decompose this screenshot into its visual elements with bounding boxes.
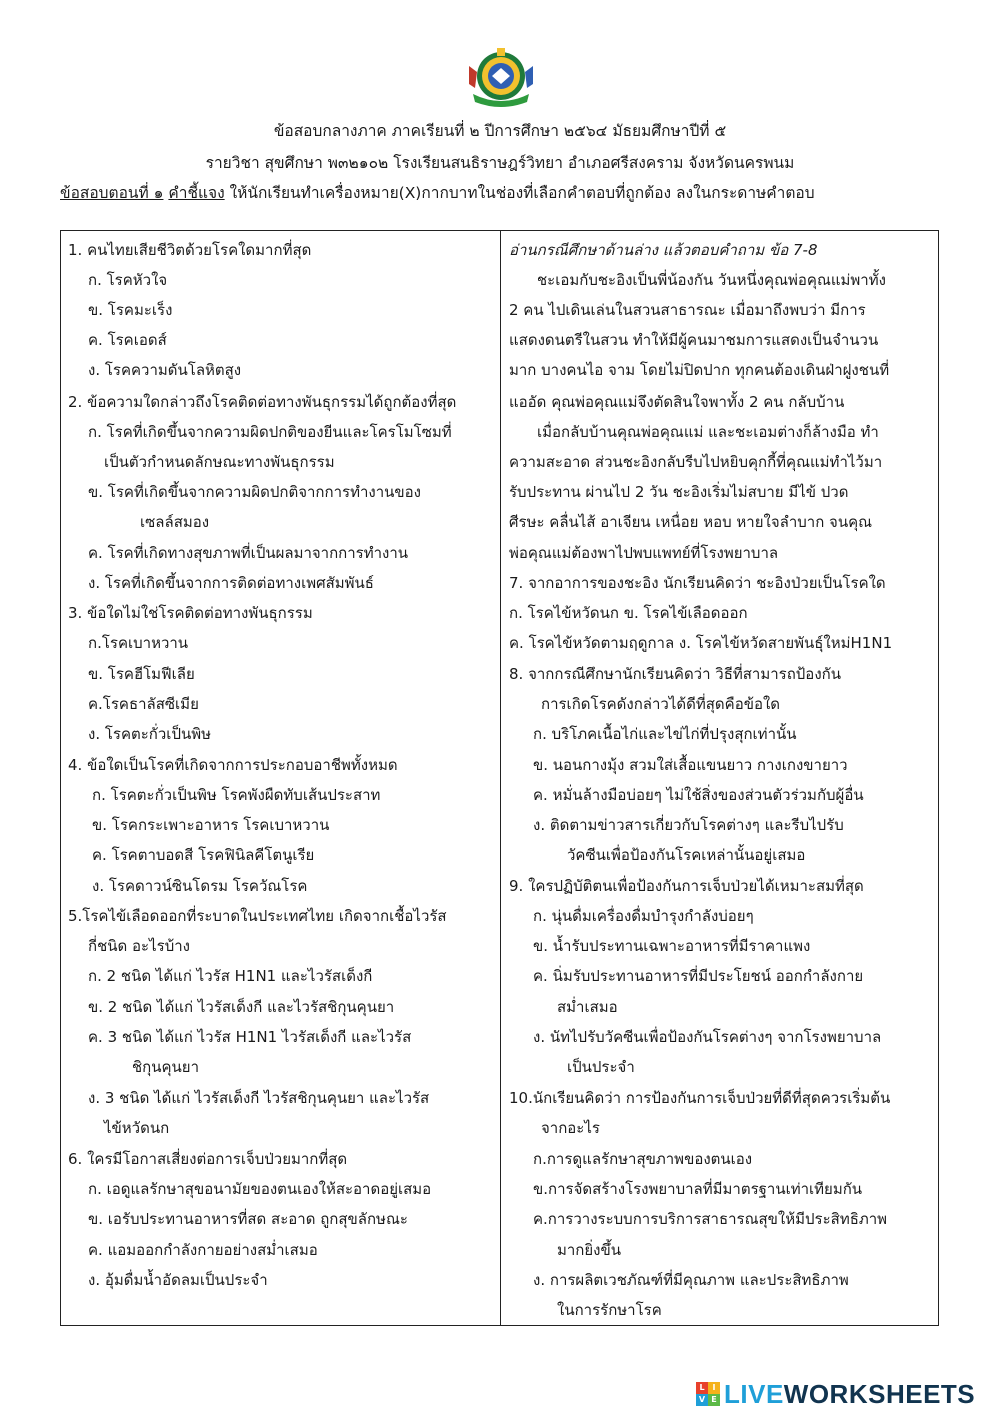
question-6: 6. ใครมีโอกาสเสี่ยงต่อการเจ็บป่วยมากที่สุด [68,1150,348,1168]
answer-option: ง. โรคตะกั่วเป็นพิษ [88,725,211,743]
answer-option: ง. การผลิตเวชภัณฑ์ที่มีคุณภาพ และประสิทธิภาพ [533,1271,849,1289]
answer-option: ข. โรคมะเร็ง [88,301,173,319]
instruction-text: ให้นักเรียนทำเครื่องหมาย(X)กากบาทในช่องที่เลือกคำตอบที่ถูกต้อง ลงในกระดาษคำตอบ [224,184,815,202]
liveworksheets-logo-icon [696,1382,720,1406]
answer-continuation: เป็นตัวกำหนดลักษณะทางพันธุกรรม [104,453,335,471]
answer-continuation: ชิกุนคุนยา [132,1058,200,1076]
answer-option: ค. หมั่นล้างมือบ่อยๆ ไม่ใช้สิ่งของส่วนตัวร่วมกับผู้อื่น [533,786,864,804]
answer-option: ค. นิ่มรับประทานอาหารที่มีประโยชน์ ออกกำลังกาย [533,967,864,985]
answer-option: ง. โรคที่เกิดขึ้นจากการติดต่อทางเพศสัมพันธ์ [88,574,374,592]
answer-continuation: ในการรักษาโรค [557,1301,662,1319]
exam-subject-line: รายวิชา สุขศึกษา พ๓๒๑๐๒ โรงเรียนสนธิราษฎร์วิทยา อำเภอศรีสงคราม จังหวัดนครพนม [205,154,795,172]
answer-continuation: วัคซีนเพื่อป้องกันโรคเหล่านั้นอยู่เสมอ [567,846,806,864]
instruction-label: คำชี้แจง [168,184,225,202]
answer-option: ก. 2 ชนิด ได้แก่ ไวรัส H1N1 และไวรัสเด็งกี [88,967,373,985]
answer-option: ค. แอมออกกำลังกายอย่างสม่ำเสมอ [88,1241,318,1259]
question-5: 5.โรคไข้เลือดออกที่ระบาดในประเทศไทย เกิดจากเชื้อไวรัส [68,907,447,925]
case-study-text: แสดงดนตรีในสวน ทำให้มีผู้คนมาชมการแสดงเป็นจำนวน [509,331,879,349]
answer-option: ง. โรคความดันโลหิตสูง [88,361,242,379]
question-2: 2. ข้อความใดกล่าวถึงโรคติดต่อทางพันธุกรรมได้ถูกต้องที่สุด [68,393,457,411]
answer-option: ข. โรคที่เกิดขึ้นจากความผิดปกติจากการทำงานของ [88,483,421,501]
case-study-text: แออัด คุณพ่อคุณแม่จึงตัดสินใจพาทั้ง 2 คน กลับบ้าน [509,393,845,411]
answer-option: ก. โรคตะกั่วเป็นพิษ โรคพังผืดทับเส้นประสาท [92,786,381,804]
logo-letter: L [696,1382,708,1394]
answer-option: ง. 3 ชนิด ได้แก่ ไวรัสเด็งกี ไวรัสชิกุนคุนยา และไวรัส [88,1089,430,1107]
answer-option: ก. โรคที่เกิดขึ้นจากความผิดปกติของยีนและโครโมโซมที่ [88,423,452,441]
answer-continuation: ไข้หวัดนก [104,1119,170,1137]
answer-option: ก. โรคไข้หวัดนก ข. โรคไข้เลือดออก [509,604,748,622]
exam-title: ข้อสอบกลางภาค ภาคเรียนที่ ๒ ปีการศึกษา ๒๕๖๔ มัธยมศึกษาปีที่ ๕ [273,122,727,140]
logo-letter: I [708,1382,720,1394]
section-label: ข้อสอบตอนที่ ๑ [60,184,164,202]
case-study-text: ความสะอาด ส่วนชะอิงกลับรีบไปหยิบคุกกี้ที่คุณแม่ทำไว้มา [509,453,883,471]
case-study-text: พ่อคุณแม่ต้องพาไปพบแพทย์ที่โรงพยาบาล [509,544,779,562]
answer-option: ก.โรคเบาหวาน [88,634,189,652]
question-8: 8. จากกรณีศึกษานักเรียนคิดว่า วิธีที่สามารถป้องกัน [509,665,841,683]
answer-option: ข. 2 ชนิด ได้แก่ ไวรัสเด็งกี และไวรัสชิกุนคุนยา [88,998,395,1016]
answer-option: ค.การวางระบบการบริการสาธารณสุขให้มีประสิทธิภาพ [533,1210,888,1228]
answer-option: ข. นอนกางมุ้ง สวมใส่เสื้อแขนยาว กางเกงขายาว [533,756,848,774]
liveworksheets-wordmark [724,1379,975,1410]
answer-option: ก. บริโภคเนื้อไก่และไข่ไก่ที่ปรุงสุกเท่านั้น [533,725,797,743]
column-divider [500,230,501,1326]
case-study-text: 2 คน ไปเดินเล่นในสวนสาธารณะ เมื่อมาถึงพบว่า มีการ [509,301,866,319]
answer-continuation: เป็นประจำ [567,1058,635,1076]
question-9: 9. ใครปฏิบัติตนเพื่อป้องกันการเจ็บป่วยได้เหมาะสมที่สุด [509,877,864,895]
question-4: 4. ข้อใดเป็นโรคที่เกิดจากการประกอบอาชีพทั้งหมด [68,756,398,774]
question-continuation: กี่ชนิด อะไรบ้าง [88,937,190,955]
answer-option: ค. โรคเอดส์ [88,331,167,349]
wordmark-live: LIVE [724,1378,784,1409]
liveworksheets-watermark [696,1377,975,1411]
school-emblem-logo [465,46,537,110]
answer-option: ข. โรคฮีโมฟีเลีย [88,665,195,683]
question-3: 3. ข้อใดไม่ใช่โรคติดต่อทางพันธุกรรม [68,604,313,622]
question-1: 1. คนไทยเสียชีวิตด้วยโรคใดมากที่สุด [68,241,312,259]
answer-option: ง. ติดตามข่าวสารเกี่ยวกับโรคต่างๆ และรีบไปรับ [533,816,844,834]
answer-option: ก.การดูแลรักษาสุขภาพของตนเอง [533,1150,753,1168]
answer-continuation: สม่ำเสมอ [557,998,618,1016]
answer-option: ข. น้ำรับประทานเฉพาะอาหารที่มีราคาแพง [533,937,811,955]
exam-instructions [60,180,815,205]
answer-option: ข. โรคกระเพาะอาหาร โรคเบาหวาน [92,816,330,834]
logo-letter: E [708,1394,720,1406]
answer-option: ค. 3 ชนิด ได้แก่ ไวรัส H1N1 ไวรัสเด็งกี และไวรัส [88,1028,412,1046]
answer-option: ง. โรคดาวน์ซินโดรม โรควัณโรค [92,877,308,895]
answer-option: ค. โรคไข้หวัดตามฤดูกาล ง. โรคไข้หวัดสายพันธุ์ใหม่H1N1 [509,634,893,652]
answer-option: ข. เอรับประทานอาหารที่สด สะอาด ถูกสุขลักษณะ [88,1210,408,1228]
answer-option: ก. เอดูแลรักษาสุขอนามัยของตนเองให้สะอาดอยู่เสมอ [88,1180,432,1198]
question-7: 7. จากอาการของชะอิง นักเรียนคิดว่า ชะอิงป่วยเป็นโรคใด [509,574,886,592]
wordmark-worksheets: WORKSHEETS [783,1378,976,1409]
answer-option: ข.การจัดสร้างโรงพยาบาลที่มีมาตรฐานเท่าเทียมกัน [533,1180,863,1198]
answer-option: ค. โรคที่เกิดทางสุขภาพที่เป็นผลมาจากการทำงาน [88,544,409,562]
answer-option: ง. นัทไปรับวัคซีนเพื่อป้องกันโรคต่างๆ จากโรงพยาบาล [533,1028,882,1046]
question-continuation: การเกิดโรคดังกล่าวได้ดีที่สุดคือข้อใด [541,695,781,713]
answer-option: ค.โรคธาลัสซีเมีย [88,695,199,713]
answer-option: ง. อุ้มดื่มน้ำอัดลมเป็นประจำ [88,1271,268,1289]
case-study-heading: อ่านกรณีศึกษาด้านล่าง แล้วตอบคำถาม ข้อ 7-8 [509,241,818,259]
question-continuation: จากอะไร [541,1119,600,1137]
answer-continuation: มากยิ่งขึ้น [557,1241,622,1259]
logo-letter: V [696,1394,708,1406]
case-study-text: รับประทาน ผ่านไป 2 วัน ชะอิงเริ่มไม่สบาย มีไข้ ปวด [509,483,849,501]
case-study-text: ชะเอมกับชะอิงเป็นพี่น้องกัน วันหนึ่งคุณพ่อคุณแม่พาทั้ง [537,271,886,289]
answer-option: ค. โรคตาบอดสี โรคฟินิลคีโตนูเรีย [92,846,315,864]
answer-option: ก. นุ่นดื่มเครื่องดื่มบำรุงกำลังบ่อยๆ [533,907,754,925]
case-study-text: เมื่อกลับบ้านคุณพ่อคุณแม่ และชะเอมต่างก็ล้างมือ ทำ [537,423,879,441]
answer-option: ก. โรคหัวใจ [88,271,168,289]
case-study-text: ศีรษะ คลื่นไส้ อาเจียน เหนื่อย หอบ หายใจลำบาก จนคุณ [509,513,873,531]
question-10: 10.นักเรียนคิดว่า การป้องกันการเจ็บป่วยที่ดีที่สุดควรเริ่มต้น [509,1089,891,1107]
case-study-text: มาก บางคนไอ จาม โดยไม่ปิดปาก ทุกคนต้องเดินฝ่าฝูงชนที่ [509,361,890,379]
answer-continuation: เซลล์สมอง [140,513,210,531]
